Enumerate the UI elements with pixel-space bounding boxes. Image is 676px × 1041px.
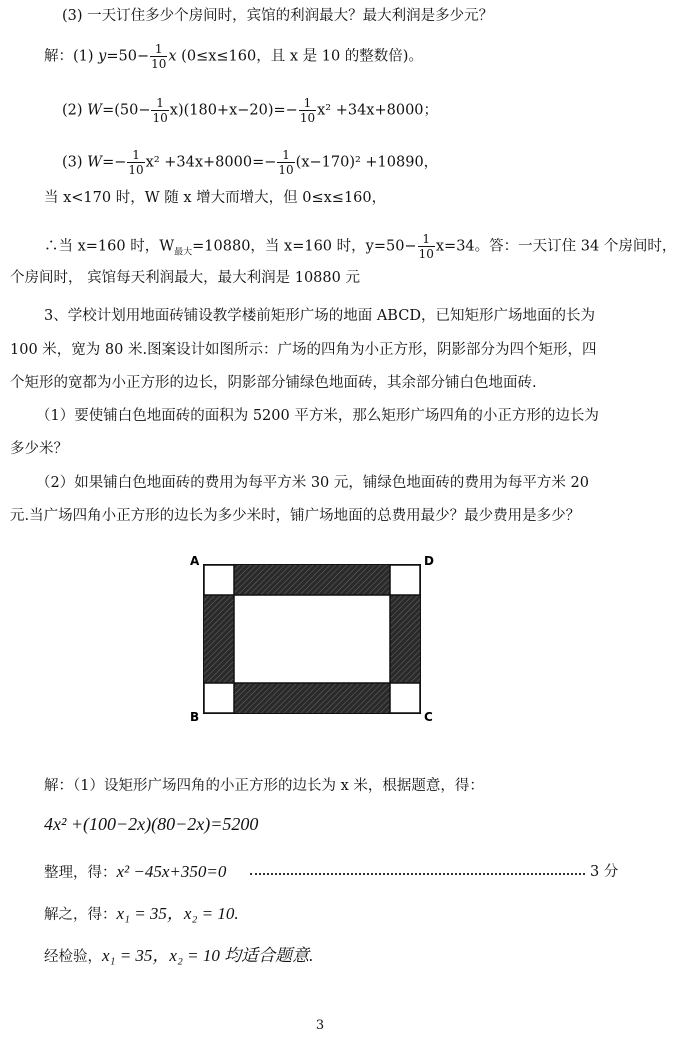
fraction: $\frac{1}{10}$ — [152, 96, 168, 125]
fraction: $\frac{1}{10}$ — [418, 232, 434, 261]
solution-label: 解： — [44, 48, 73, 65]
problem-3-q1-line-1: （1）要使铺白色地面砖的面积为 5200 平方米，那么矩形广场四角的小正方形的边长为 — [36, 408, 599, 424]
fraction: $\frac{1}{10}$ — [299, 96, 316, 125]
solution-line-2: (2) W=(50− $\frac{1}{10}$ x)(180+x−20)=− $\frac{1}{10}$ x² +34x+8000； — [62, 96, 439, 125]
problem-3-q2-line-2: 元.当广场四角小正方形的边长为多少米时，铺广场地面的总费用最少？最少费用是多少？ — [10, 508, 581, 524]
equation-4: x₁ = 35，x₂ = 10 均适合题意. — [102, 946, 314, 965]
fraction: $\frac{1}{10}$ — [278, 148, 294, 177]
corner-square-c — [390, 683, 420, 713]
label-a: A — [190, 554, 200, 568]
label-c: C — [424, 710, 433, 724]
shaded-strip-bottom — [234, 683, 390, 713]
inner-rectangle — [234, 595, 390, 683]
solution-line-1: 解：(1) y=50− $\frac{1}{10}$ x (0≤x≤160，且 x 是 10 的整数倍)。 — [44, 42, 423, 71]
page-number: 3 — [315, 1018, 325, 1033]
solution-3-step-2: 整理，得：x² −45x+350=0 — [44, 862, 227, 881]
solution-line-5: ∴当 x=160 时，$W_{最大}=10880$，当 x=160 时，y=50− $\frac{1}{10}$ x=34。答：一天订住 34 个房间时， — [44, 232, 676, 261]
equation-2: x² −45x+350=0 — [116, 862, 227, 881]
solution-line-6: 个房间时， 宾馆每天利润最大，最大利润是 10880 元 — [10, 270, 360, 286]
equation-1: 4x² +(100−2x)(80−2x)=5200 — [44, 814, 259, 834]
problem-3-q2-line-1: （2）如果铺白色地面砖的费用为每平方米 30 元，铺绿色地面砖的费用为每平方米 20 — [36, 475, 589, 491]
solution-line-4: 当 x<170 时，W 随 x 增大而增大，但 0≤x≤160， — [44, 190, 387, 206]
problem-3-line-1: 3、学校计划用地面砖铺设教学楼前矩形广场的地面 ABCD，已知矩形广场地面的长为 — [44, 308, 595, 324]
fraction: $\frac{1}{10}$ — [151, 42, 167, 71]
solution-3-step-3: 解之，得：x₁ = 35，x₂ = 10. — [44, 904, 239, 923]
label-d: D — [424, 554, 434, 568]
question-3-text: (3) 一天订住多少个房间时，宾馆的利润最大？最大利润是多少元？ — [62, 8, 494, 24]
corner-square-b — [204, 683, 234, 713]
dotted-leader — [250, 873, 585, 875]
rectangle-figure — [180, 545, 450, 730]
label-b: B — [190, 710, 200, 724]
equation-3: x₁ = 35，x₂ = 10. — [116, 904, 239, 923]
problem-3-line-2: 100 米，宽为 80 米.图案设计如图所示：广场的四角为小正方形，阴影部分为四个矩形，四 — [10, 342, 597, 358]
score-note: 3 分 — [590, 864, 619, 880]
solution-3-intro: 解：（1）设矩形广场四角的小正方形的边长为 x 米，根据题意，得： — [44, 778, 484, 794]
shaded-strip-right — [390, 595, 420, 683]
solution-line-3: (3) W=− $\frac{1}{10}$ x² +34x+8000=− $\frac{1}{10}$ (x−170)² +10890， — [62, 148, 439, 177]
solution-3-step-4: 经检验，x₁ = 35，x₂ = 10 均适合题意. — [44, 946, 314, 965]
problem-3-line-3: 个矩形的宽都为小正方形的边长，阴影部分铺绿色地面砖，其余部分铺白色地面砖. — [10, 375, 537, 391]
fraction: $\frac{1}{10}$ — [128, 148, 144, 177]
corner-square-d — [390, 565, 420, 595]
problem-3-q1-line-2: 多少米？ — [10, 441, 68, 457]
corner-square-a — [204, 565, 234, 595]
shaded-strip-top — [234, 565, 390, 595]
shaded-strip-left — [204, 595, 234, 683]
